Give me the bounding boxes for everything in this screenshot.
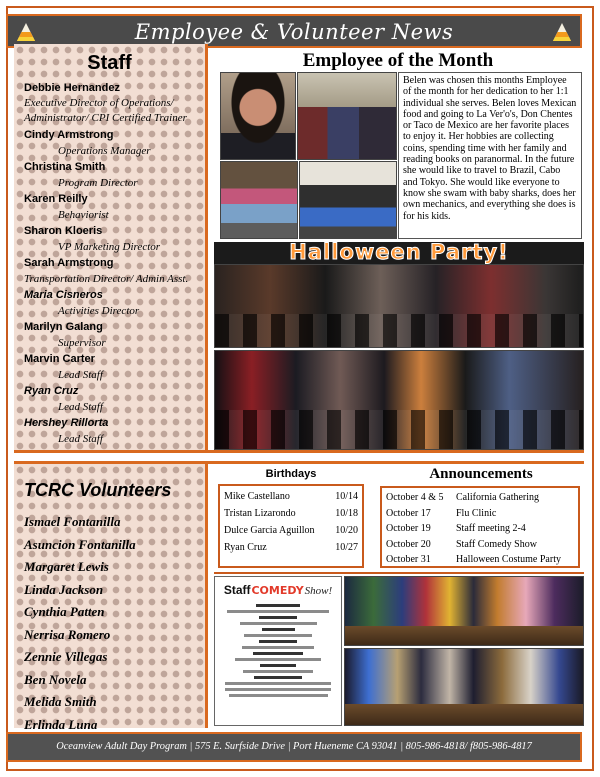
staff-role: Transportation Director/ Admin Asst. xyxy=(24,273,189,285)
comedy-title-comedy: COMEDY xyxy=(251,584,304,597)
staff-role: Program Director xyxy=(58,177,138,189)
birthday-name: Mike Castellano xyxy=(224,491,290,502)
eom-group-photo xyxy=(297,72,397,160)
halloween-photo xyxy=(214,350,584,450)
comedy-show-flyer xyxy=(214,576,342,726)
volunteer-name: Erlinda Luna xyxy=(24,716,98,732)
volunteers-heading: TCRC Volunteers xyxy=(24,480,172,500)
announcement-row xyxy=(386,506,574,522)
announcement-event: Flu Clinic xyxy=(456,507,497,519)
eom-heading: Employee of the Month xyxy=(302,50,494,71)
comedy-show-photo xyxy=(344,576,584,646)
birthdays-box xyxy=(218,484,364,568)
volunteer-name: Ismael Fontanilla xyxy=(24,514,121,529)
staff-role: Executive Director of Operations/ Administrator/ CPI Certified Trainer xyxy=(24,97,187,124)
staff-name: Debbie Hernandez xyxy=(24,82,120,94)
staff-name: Sarah Armstrong xyxy=(24,257,114,269)
staff-name: Maria Cisneros xyxy=(24,289,103,301)
staff-name: Christina Smith xyxy=(24,161,106,173)
volunteer-name: Nerrisa Romero xyxy=(24,626,111,642)
eom-portrait-photo xyxy=(220,72,296,160)
announcement-row xyxy=(386,552,574,568)
staff-role: Lead Staff xyxy=(58,369,103,381)
staff-role: Lead Staff xyxy=(58,433,103,445)
section-divider xyxy=(14,450,584,464)
announcements-heading: Announcements xyxy=(429,466,533,482)
announcement-row xyxy=(386,490,574,506)
comedy-show-photo xyxy=(344,648,584,726)
staff-name: Sharon Kloeris xyxy=(24,225,103,237)
volunteers-sidebar xyxy=(14,464,208,732)
announcement-event: Halloween Costume Party xyxy=(456,554,561,566)
volunteer-name: Cynthia Patten xyxy=(24,604,105,619)
announcement-event: California Gathering xyxy=(456,492,540,503)
announcements-box xyxy=(380,486,580,568)
volunteer-name: Ben Novela xyxy=(24,671,87,687)
birthday-date: 10/27 xyxy=(335,542,358,553)
eom-description: Belen was chosen this months Employee of the month for her dedication to her 1:1 individual she serves. Belen loves Mexican food and going to La Ver'o's, Don Chentes or Taco de Mexico are her favorite places to enjoy it. Her hobbies are collecting coins, spending time with her family and reading books on paranormal. In the future she would like to travel to Brazil, Cabo and Tokyo. She would like everyone to know she swam with baby sharks, does her own mechanics, and everything she does is for his kids. xyxy=(398,72,582,239)
staff-name: Ryan Cruz xyxy=(24,385,79,397)
staff-sidebar xyxy=(14,44,208,450)
announcement-event: Staff Comedy Show xyxy=(456,538,537,550)
announcement-date: October 4 & 5 xyxy=(386,492,444,503)
birthday-name: Tristan Lizarondo xyxy=(224,508,296,519)
volunteer-name: Zennie Villegas xyxy=(24,649,108,664)
eom-group-photo xyxy=(299,161,397,239)
birthday-date: 10/20 xyxy=(335,525,358,536)
halloween-banner xyxy=(214,242,584,264)
staff-name: Marvin Carter xyxy=(24,353,95,365)
announcement-date: October 20 xyxy=(386,538,431,550)
staff-name: Cindy Armstrong xyxy=(24,129,114,141)
staff-heading: Staff xyxy=(87,52,132,74)
announcement-row xyxy=(386,537,574,553)
newsletter-title: Employee & Volunteer News xyxy=(134,20,454,44)
section-rule xyxy=(214,572,584,574)
candy-corn-icon xyxy=(552,22,572,42)
birthday-date: 10/18 xyxy=(335,508,358,519)
comedy-lineup-fineprint xyxy=(215,597,341,704)
volunteer-name: Margaret Lewis xyxy=(24,559,109,574)
comedy-title-show: Show! xyxy=(304,585,333,597)
announcement-event: Staff meeting 2-4 xyxy=(456,523,526,535)
footer-contact: Oceanview Adult Day Program | 575 E. Surfside Drive | Port Hueneme CA 93041 | 805-986-4818/ f805-986-4817 xyxy=(6,732,582,762)
staff-role: Lead Staff xyxy=(58,401,103,413)
birthday-row xyxy=(224,488,358,505)
birthday-name: Ryan Cruz xyxy=(224,542,267,553)
announcement-date: October 17 xyxy=(386,507,431,519)
volunteer-name: Asuncion Fontanilla xyxy=(24,536,136,552)
staff-role: Operations Manager xyxy=(58,145,151,157)
staff-list xyxy=(14,81,205,448)
staff-name: Karen Reilly xyxy=(24,193,88,205)
staff-name: Marilyn Galang xyxy=(24,321,103,333)
halloween-photo xyxy=(214,264,584,348)
staff-name: Hershey Rillorta xyxy=(24,417,109,429)
birthdays-heading: Birthdays xyxy=(265,468,317,480)
birthday-date: 10/14 xyxy=(335,491,358,502)
announcement-date: October 19 xyxy=(386,523,431,535)
newsletter-header xyxy=(6,14,582,48)
birthday-name: Dulce Garcia Aguillon xyxy=(224,525,315,536)
eom-group-photo xyxy=(220,161,298,239)
volunteer-name: Linda Jackson xyxy=(24,581,104,597)
staff-role: Activities Director xyxy=(58,305,140,317)
comedy-show-title xyxy=(215,583,341,597)
halloween-title: Halloween Party! xyxy=(289,240,509,264)
volunteer-name: Melida Smith xyxy=(24,694,97,709)
announcement-date: October 31 xyxy=(386,554,431,566)
staff-role: Behaviorist xyxy=(58,209,109,221)
birthday-row xyxy=(224,522,358,539)
birthday-row xyxy=(224,505,358,522)
comedy-title-staff: Staff xyxy=(223,583,251,597)
staff-role: VP Marketing Director xyxy=(58,241,161,253)
birthday-row xyxy=(224,539,358,556)
staff-role: Supervisor xyxy=(58,337,106,349)
announcement-row xyxy=(386,521,574,537)
